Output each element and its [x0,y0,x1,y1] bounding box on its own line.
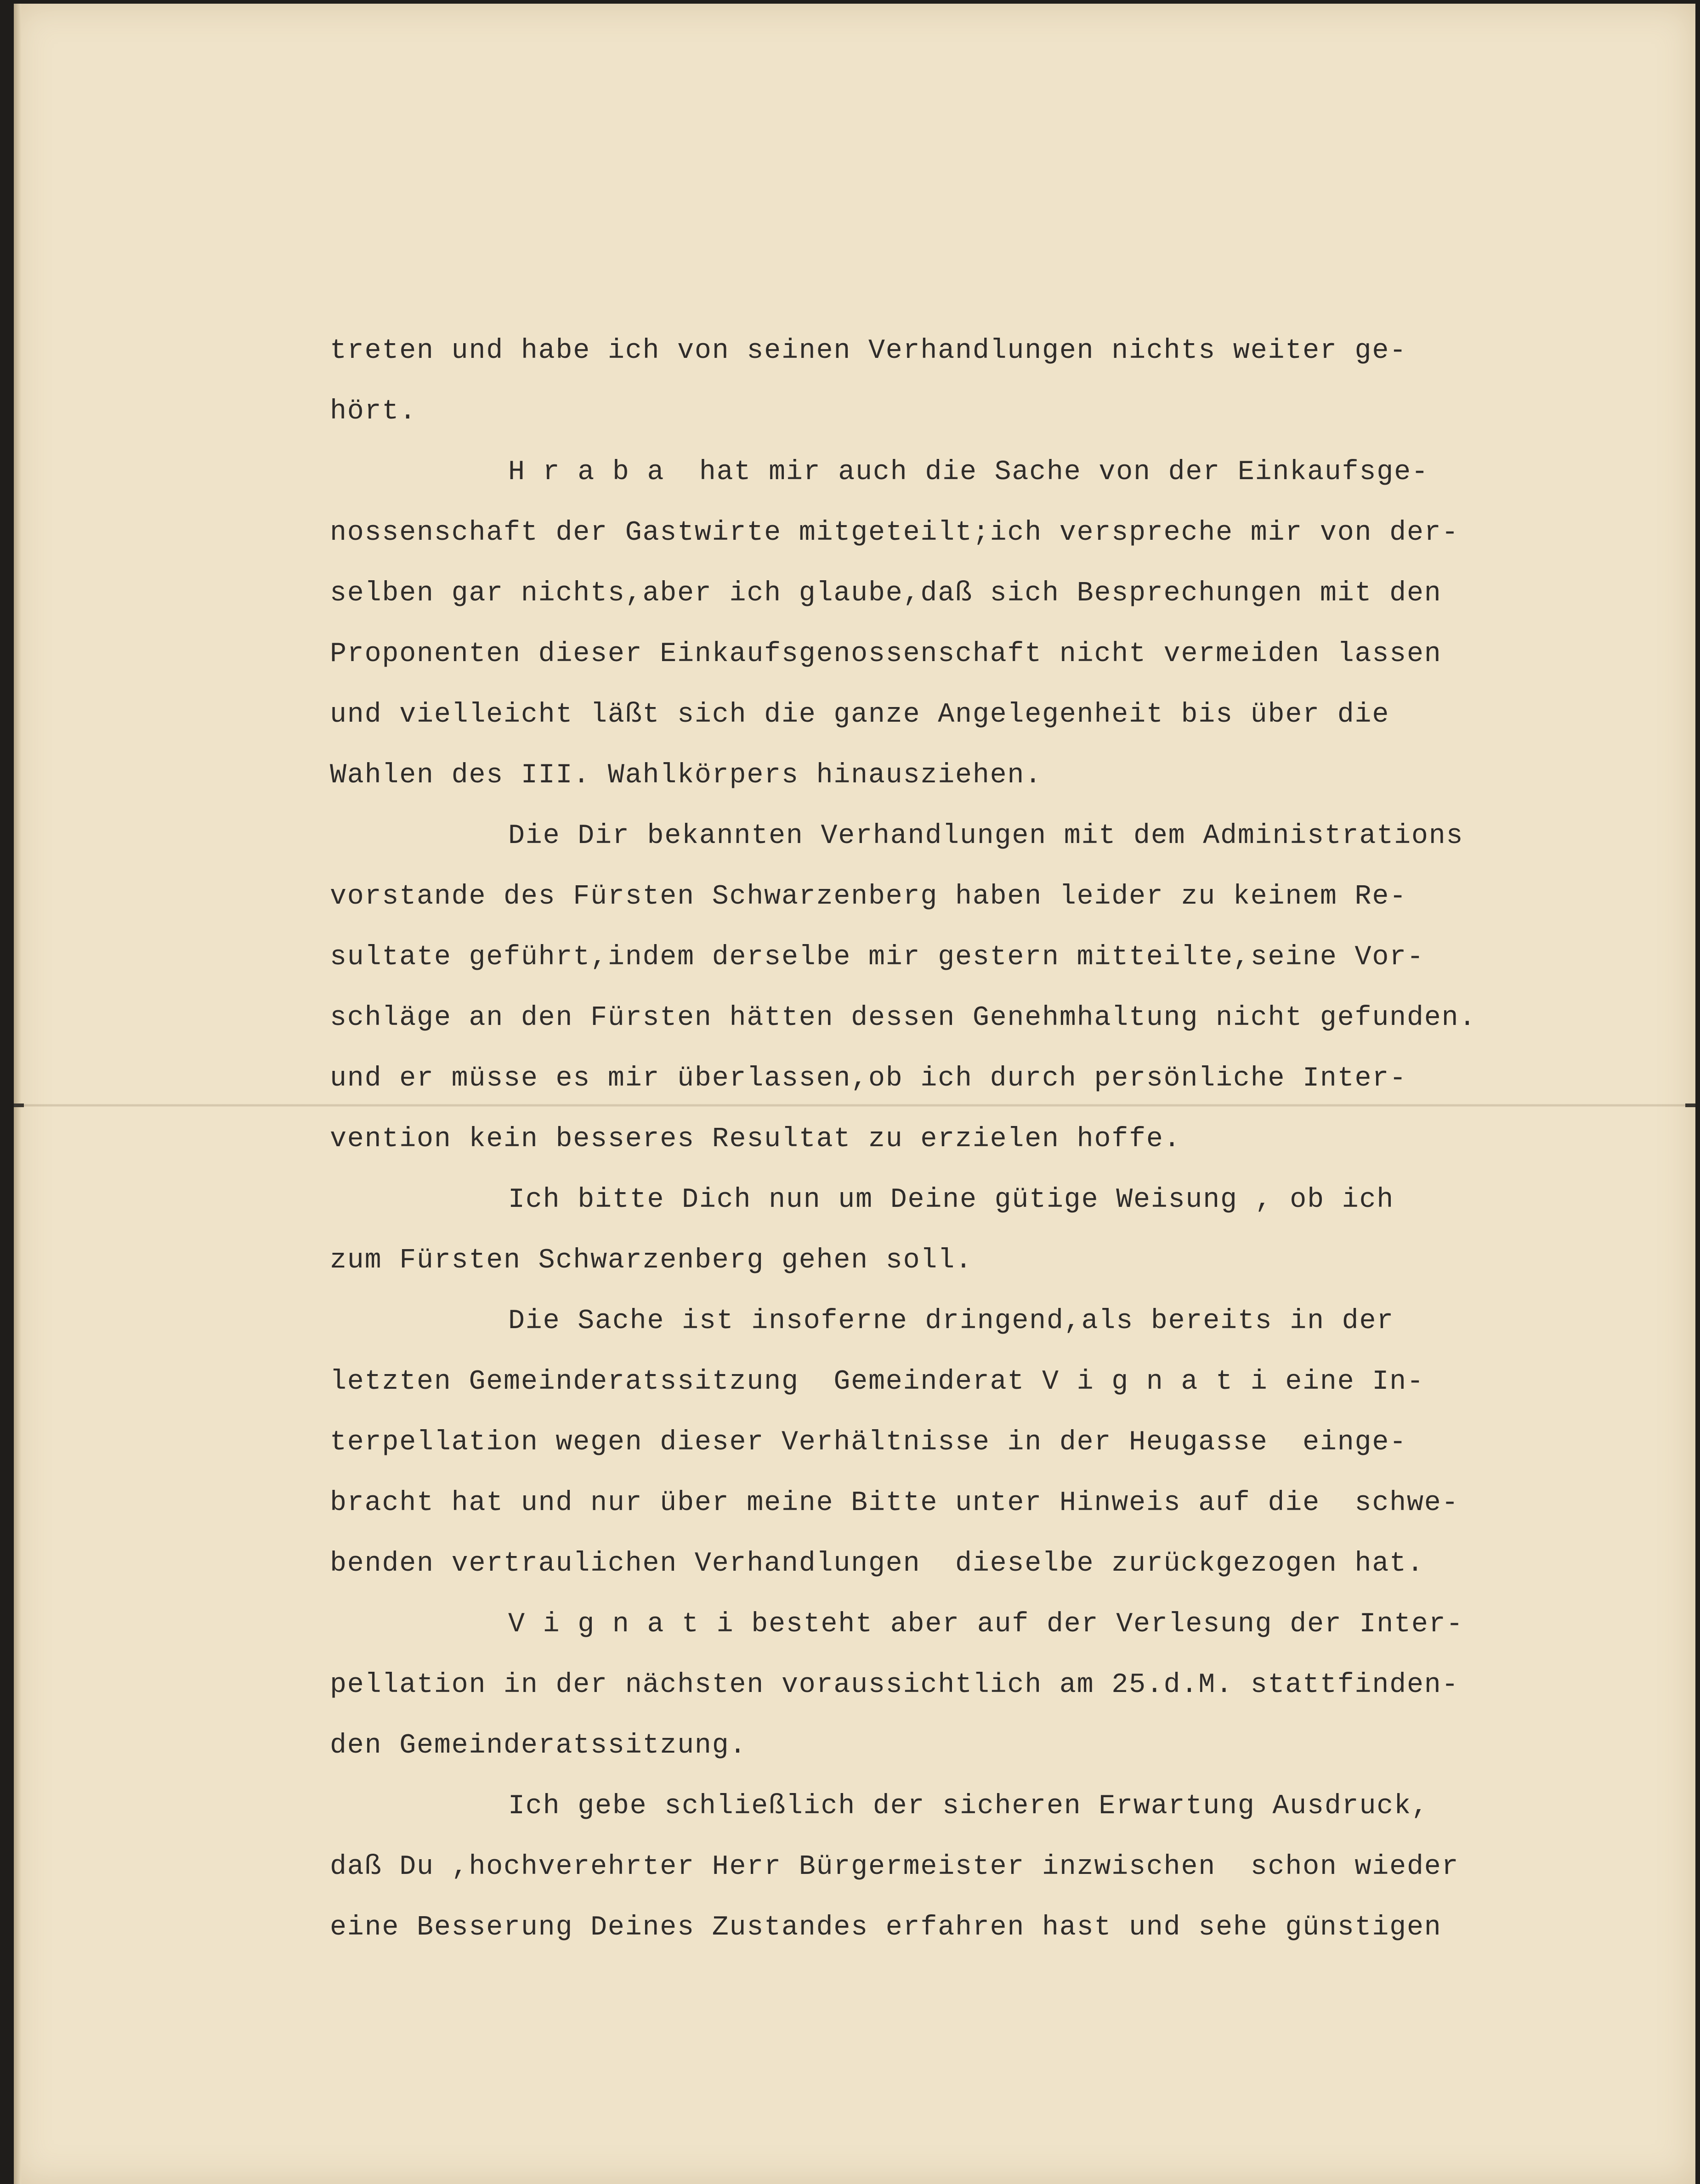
text-line: Ich bitte Dich nun um Deine gütige Weisung , ob ich [508,1184,1394,1216]
text-line: zum Fürsten Schwarzenberg gehen soll. [330,1245,973,1276]
fold-mark-left [14,1103,24,1107]
text-line: bracht hat und nur über meine Bitte unter Hinweis auf die schwe- [330,1488,1459,1519]
text-line: hört. [330,396,417,427]
text-line: letzten Gemeinderatssitzung Gemeinderat V i g n a t i eine In- [330,1366,1424,1398]
text-line: daß Du ,hochverehrter Herr Bürgermeister inzwischen schon wieder [330,1851,1459,1883]
text-line: Proponenten dieser Einkaufsgenossenschaft nicht vermeiden lassen [330,639,1442,670]
text-line: pellation in der nächsten voraussichtlich am 25.d.M. stattfinden- [330,1669,1459,1701]
text-line: Wahlen des III. Wahlkörpers hinausziehen. [330,760,1043,791]
text-line: Die Sache ist insoferne dringend,als bereits in der [508,1306,1394,1337]
text-line: terpellation wegen dieser Verhältnisse in der Heugasse einge- [330,1427,1407,1458]
text-line: den Gemeinderatssitzung. [330,1730,747,1761]
text-line: vention kein besseres Resultat zu erzielen hoffe. [330,1124,1181,1155]
text-line: Die Dir bekannten Verhandlungen mit dem Administrations [508,820,1464,852]
fold-mark-right [1685,1103,1695,1107]
text-line: und er müsse es mir überlassen,ob ich durch persönliche Inter- [330,1063,1407,1094]
text-line: selben gar nichts,aber ich glaube,daß sich Besprechungen mit den [330,578,1442,609]
text-line: V i g n a t i besteht aber auf der Verlesung der Inter- [508,1609,1464,1640]
text-line: sultate geführt,indem derselbe mir gestern mitteilte,seine Vor- [330,942,1424,973]
text-line: treten und habe ich von seinen Verhandlungen nichts weiter ge- [330,335,1407,367]
letter-page [14,4,1695,2184]
text-line: vorstande des Fürsten Schwarzenberg haben leider zu keinem Re- [330,881,1407,912]
text-line: schläge an den Fürsten hätten dessen Genehmhaltung nicht gefunden. [330,1002,1477,1034]
text-line: eine Besserung Deines Zustandes erfahren hast und sehe günstigen [330,1912,1442,1943]
text-line: benden vertraulichen Verhandlungen dieselbe zurückgezogen hat. [330,1548,1424,1579]
page-left-edge [14,4,21,2184]
text-line: Ich gebe schließlich der sicheren Erwartung Ausdruck, [508,1791,1429,1822]
text-line: H r a b a hat mir auch die Sache von der Einkaufsge- [508,457,1429,488]
text-line: und vielleicht läßt sich die ganze Angelegenheit bis über die [330,699,1390,730]
typed-letter-body [330,321,1534,1958]
text-line: nossenschaft der Gastwirte mitgeteilt;ich verspreche mir von der- [330,517,1459,549]
